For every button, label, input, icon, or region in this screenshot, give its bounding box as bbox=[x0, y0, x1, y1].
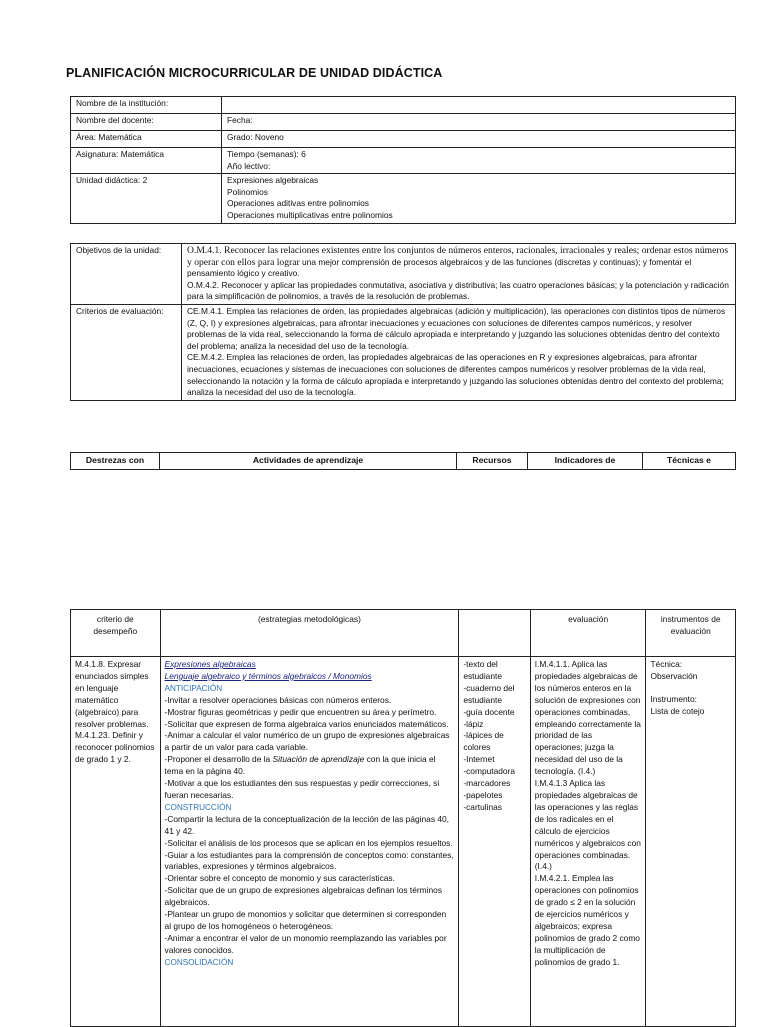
activity-item: -Animar a encontrar el valor de un monomio reemplazando las variables por valores conocidos. bbox=[164, 932, 447, 955]
activity-item: -Compartir la lectura de la conceptualización de la lección de las páginas 40, 41 y 42. bbox=[164, 813, 449, 836]
table-row bbox=[71, 610, 736, 657]
table-row bbox=[71, 453, 736, 470]
institution-label: Nombre de la institución: bbox=[71, 97, 222, 114]
unit-topic: Polinomios bbox=[227, 186, 268, 197]
skill-item: M.4.1.8. Expresar enunciados simples en lenguaje matemático (algebraico) para resolver problemas. bbox=[75, 659, 149, 729]
activity-text: con la que inicia el tema en la página 40. bbox=[164, 754, 436, 777]
indicator-item: I.M.4.1.1. Aplica las propiedades algebraicas de los números enteros en la solución de expresiones con operaciones combinadas, empleando correctamente la prioridad de las operaciones; juzga la necesidad del uso de la tecnología. (I.4.) bbox=[534, 659, 641, 777]
criteria-text bbox=[182, 304, 736, 400]
techniques-cell bbox=[646, 657, 736, 1027]
criteria-label: Criterios de evaluación: bbox=[71, 304, 182, 400]
resource-item: -lápiz bbox=[463, 718, 484, 729]
objective-om2: O.M.4.2. Reconocer y aplicar las propiedades conmutativa, asociativa y distributiva; las cuatro operaciones básicas; y la potenciación y radicación para la simplificación de polinomios, a través de la resolución de problemas. bbox=[187, 279, 729, 302]
teacher-label: Nombre del docente: bbox=[71, 114, 222, 131]
skill-item: M.4.1.23. Definir y reconocer polinomios de grado 1 y 2. bbox=[75, 730, 155, 765]
activity-item: -Animar a calcular el valor numérico de un grupo de expresiones algebraicas a partir de un valor para cada variable. bbox=[164, 730, 450, 753]
activity-item bbox=[165, 754, 455, 778]
resources-cell bbox=[459, 657, 530, 1027]
unit-topic: Expresiones algebraicas bbox=[227, 175, 319, 186]
unit-label: Unidad didáctica: 2 bbox=[71, 174, 222, 223]
unit-topic: Operaciones multiplicativas entre polinomios bbox=[227, 209, 393, 220]
section-consolidacion: CONSOLIDACIÓN bbox=[164, 957, 234, 967]
activity-item: -Guiar a los estudiantes para la comprensión de conceptos como: constantes, variables, expresiones y términos algebraicos. bbox=[164, 849, 454, 872]
indicators-cell bbox=[530, 657, 646, 1027]
resource-item: -guía docente bbox=[463, 706, 515, 717]
objective-om1-serif: O.M.4.1. Reconocer las relaciones existentes entre los conjuntos de números enteros, racionales, irracionales y reales; ordenar estos números y operar con ellos para lograr bbox=[187, 245, 729, 268]
activity-subheading: Lenguaje algebraico y términos algebraicos / Monomios bbox=[164, 670, 372, 681]
col-header-destrezas: Destrezas con bbox=[71, 453, 160, 470]
col-header-resources: Recursos bbox=[457, 453, 528, 470]
activity-item: -Solicitar el análisis de los procesos que se aplican en los ejemplos resueltos. bbox=[164, 837, 453, 848]
activity-item: -Mostrar figuras geométricas y pedir que encuentren su área y perímetro. bbox=[164, 706, 437, 717]
criterion-ce2: CE.M.4.2. Emplea las relaciones de orden, las propiedades algebraicas de las operaciones en R y expresiones algebraicas, para afrontar inecuaciones, ecuaciones y sistemas de inecuaciones con soluciones de diferentes campos numéricos y resolver problemas de la vida real, seleccionando la notación y la forma de cálculo apropiada e interpretando y juzgando las soluciones obtenidas dentro del contexto del problema; analiza la necesidad del uso de la tecnología. bbox=[187, 352, 724, 398]
school-year-text: Año lectivo: bbox=[227, 160, 271, 171]
instrument-value: Lista de cotejo bbox=[650, 705, 705, 716]
spacer bbox=[650, 683, 731, 694]
date-field[interactable]: Fecha: bbox=[222, 114, 736, 131]
col-header-strategies: (estrategias metodológicas) bbox=[160, 610, 459, 657]
activity-item: -Invitar a resolver operaciones básicas con números enteros. bbox=[164, 694, 392, 705]
activity-item: -Solicitar que expresen de forma algebraica varios enunciados matemáticos. bbox=[164, 718, 449, 729]
skills-header-table bbox=[70, 452, 736, 470]
activity-text: -Proponer el desarrollo de la bbox=[164, 754, 273, 765]
section-anticipacion: ANTICIPACIÓN bbox=[164, 683, 223, 693]
section-construccion: CONSTRUCCIÓN bbox=[164, 802, 232, 812]
activity-item: -Orientar sobre el concepto de monomio y sus características. bbox=[164, 873, 395, 884]
table-row bbox=[71, 244, 736, 305]
col-header-criteria: criterio de desempeño bbox=[71, 610, 161, 657]
area-label: Área: Matemática bbox=[71, 131, 222, 148]
institution-info-table bbox=[70, 96, 736, 224]
table-row bbox=[71, 131, 736, 148]
weeks-text: Tiempo (semanas): 6 bbox=[227, 149, 306, 159]
activities-cell bbox=[160, 657, 459, 1027]
objectives-label: Objetivos de la unidad: bbox=[71, 244, 182, 305]
criterion-ce1: CE.M.4.1. Emplea las relaciones de orden, las propiedades algebraicas (adición y multiplicación), las operaciones con distintos tipos de números (Z, Q, I) y expresiones algebraicas, para afrontar inecuaciones y ecuaciones con soluciones de diferentes campos numéricos, y resolver problemas de la vida real, seleccionando la forma de cálculo apropiada e interpretando y juzgando las soluciones obtenidas dentro del contexto del problema; analiza la necesidad del uso de la tecnología. bbox=[187, 305, 726, 351]
activity-heading: Expresiones algebraicas bbox=[164, 659, 256, 669]
resource-item: -papelotes bbox=[463, 789, 503, 800]
objective-om1-rest: una mejor comprensión de procesos algebraicos y de las funciones (discretas y continuas); y fomentar el pensamiento lógico y creativo. bbox=[187, 256, 692, 279]
indicator-item: I.M.4.1.3 Aplica las propiedades algebraicas de las operaciones y las reglas de los radicales en el cálculo de ejercicios numéricos y algebraicos con operaciones combinadas. (I.4.) bbox=[534, 778, 641, 872]
objectives-table bbox=[70, 243, 736, 401]
col-header-instruments: instrumentos de evaluación bbox=[646, 610, 736, 657]
objectives-text bbox=[182, 244, 736, 305]
grade-field: Grado: Noveno bbox=[222, 131, 736, 148]
resource-item: -computadora bbox=[463, 766, 516, 777]
table-row bbox=[71, 148, 736, 174]
activity-item: -Plantear un grupo de monomios y solicitar que determinen si corresponden al grupo de los homogéneos o heterogéneos. bbox=[164, 909, 447, 931]
resource-item: -cartulinas bbox=[463, 801, 502, 812]
unit-topics bbox=[222, 174, 736, 223]
resource-item: -cuaderno del estudiante bbox=[463, 682, 515, 705]
table-row bbox=[71, 304, 736, 400]
technique-label: Técnica: bbox=[650, 659, 683, 669]
resource-item: -lápices de colores bbox=[463, 730, 504, 753]
activity-italic: Situación de aprendizaje bbox=[272, 754, 365, 765]
indicator-item: I.M.4.2.1. Emplea las operaciones con polinomios de grado ≤ 2 en la solución de ejercicios numéricos y algebraicos; expresa polinomios de grado 2 como la multiplicación de polinomios de grado 1. bbox=[534, 873, 640, 967]
skills-cell bbox=[71, 657, 161, 1027]
resource-item: -Internet bbox=[463, 754, 495, 765]
col-header-empty bbox=[459, 610, 530, 657]
technique-value: Observación bbox=[650, 670, 698, 681]
activities-table bbox=[70, 609, 736, 1027]
instrument-label: Instrumento: bbox=[650, 693, 697, 704]
col-header-indicators: Indicadores de bbox=[528, 453, 643, 470]
table-row bbox=[71, 97, 736, 114]
col-header-evaluation: evaluación bbox=[530, 610, 646, 657]
subject-label: Asignatura: Matemática bbox=[71, 148, 222, 174]
resource-item: -marcadores bbox=[463, 778, 511, 789]
table-row bbox=[71, 174, 736, 223]
resource-item: -texto del estudiante bbox=[463, 659, 502, 681]
activity-item: -Motivar a que los estudiantes den sus respuestas y pedir correcciones, si fueran necesarias. bbox=[164, 778, 440, 800]
col-header-activities: Actividades de aprendizaje bbox=[160, 453, 457, 470]
table-row bbox=[71, 114, 736, 131]
activity-item: -Solicitar que de un grupo de expresiones algebraicas definan los términos algebraicos. bbox=[164, 885, 443, 908]
institution-value[interactable] bbox=[222, 97, 736, 114]
page-title: PLANIFICACIÓN MICROCURRICULAR DE UNIDAD DIDÁCTICA bbox=[66, 66, 443, 80]
col-header-techniques: Técnicas e bbox=[643, 453, 736, 470]
unit-topic: Operaciones aditivas entre polinomios bbox=[227, 198, 369, 209]
table-row bbox=[71, 657, 736, 1027]
time-field bbox=[222, 148, 736, 174]
